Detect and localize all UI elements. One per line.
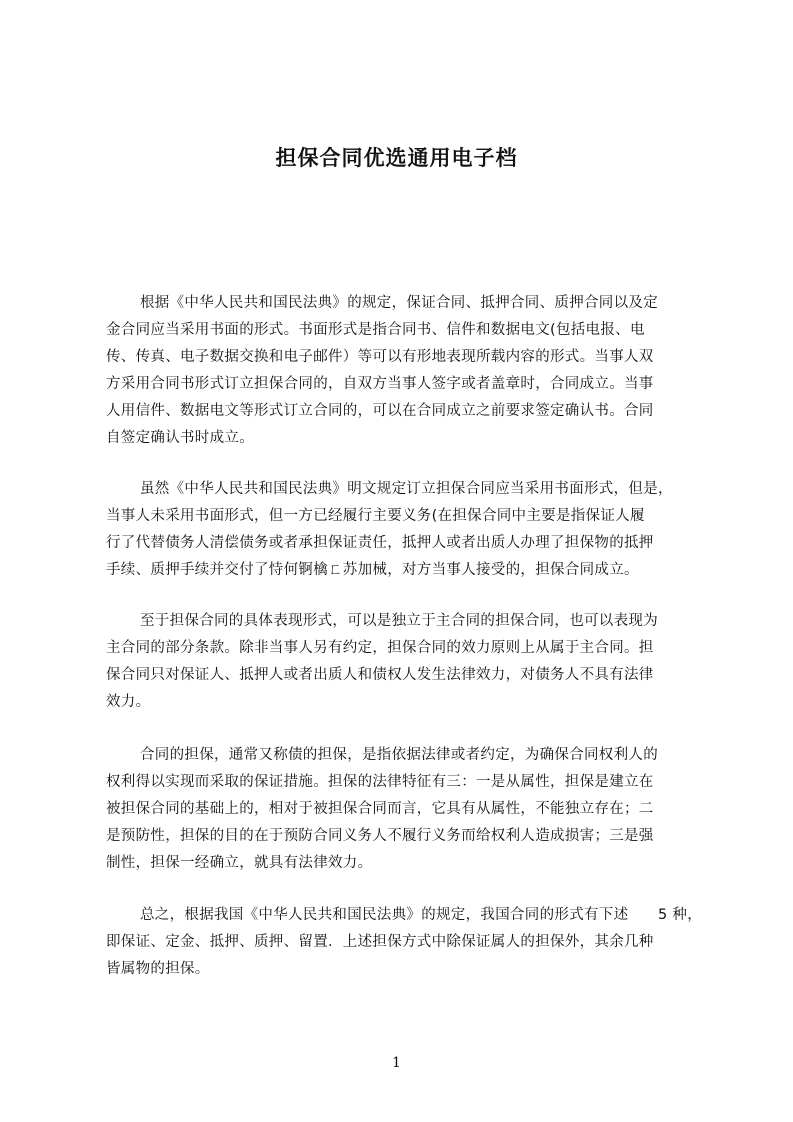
paragraph-line: 是预防性，担保的目的在于预防合同义务人不履行义务而给权利人造成损害；三是强 — [106, 828, 654, 844]
paragraph-line: 合同的担保，通常又称债的担保，是指依据法律或者约定，为确保合同权利人的 — [140, 747, 658, 763]
paragraph-line: 自签定确认书时成立。 — [106, 430, 254, 446]
paragraph-summary — [106, 902, 702, 983]
paragraph-line: 效力。 — [106, 694, 151, 710]
paragraph-line: 被担保合同的基础上的，相对于被担保合同而言，它具有从属性，不能独立存在；二 — [106, 801, 654, 817]
paragraph-written-form — [106, 290, 702, 452]
paragraph-line: 手续、质押手续并交付了恃何锕檎ㄈ苏加械，对方当事人接受的，担保合同成立。 — [106, 562, 639, 578]
document-title: 担保合同优选通用电子档 — [275, 146, 518, 170]
paragraph-line: 主合同的部分条款。除非当事人另有约定，担保合同的效力原则上从属于主合同。担 — [106, 640, 654, 656]
paragraph-line: 方采用合同书形式订立担保合同的，自双方当事人签字或者盖章时，合同成立。当事 — [106, 376, 654, 392]
page-number: 1 — [392, 1055, 401, 1071]
paragraph-line: 人用信件、数据电文等形式订立合同的，可以在合同成立之前要求签定确认书。合同 — [106, 403, 654, 419]
paragraph-contract-forms — [106, 608, 702, 716]
paragraph-line: 权利得以实现而采取的保证措施。担保的法律特征有三：一是从属性，担保是建立在 — [106, 774, 654, 790]
paragraph-line: 保合同只对保证人、抵押人或者出质人和债权人发生法律效力，对债务人不具有法律 — [106, 667, 654, 683]
paragraph-line: 行了代替债务人清偿债务或者承担保证责任，抵押人或者出质人办理了担保物的抵押 — [106, 535, 654, 551]
paragraph-line: 传、传真、电子数据交换和电子邮件）等可以有形地表现所载内容的形式。当事人双 — [106, 349, 654, 365]
paragraph-line: 总之，根据我国《中华人民共和国民法典》的规定，我国合同的形式有下述 5 种， — [140, 907, 702, 923]
paragraph-line: 根据《中华人民共和国民法典》的规定，保证合同、抵押合同、质押合同以及定 — [140, 295, 658, 311]
paragraph-guarantee-features — [106, 742, 702, 877]
paragraph-line: 虽然《中华人民共和国民法典》明文规定订立担保合同应当采用书面形式，但是， — [140, 481, 673, 497]
paragraph-contract-formation — [106, 476, 702, 584]
paragraph-line: 制性，担保一经确立，就具有法律效力。 — [106, 855, 373, 871]
paragraph-line: 当事人未采用书面形式，但一方已经履行主要义务(在担保合同中主要是指保证人履 — [106, 508, 645, 524]
paragraph-line: 至于担保合同的具体表现形式，可以是独立于主合同的担保合同，也可以表现为 — [140, 613, 658, 629]
paragraph-line: 皆属物的担保。 — [106, 961, 210, 977]
paragraph-line: 金合同应当采用书面的形式。书面形式是指合同书、信件和数据电文(包括电报、电 — [106, 322, 645, 338]
paragraph-line: 即保证、定金、抵押、质押、留置．上述担保方式中除保证属人的担保外，其余几种 — [106, 934, 654, 950]
